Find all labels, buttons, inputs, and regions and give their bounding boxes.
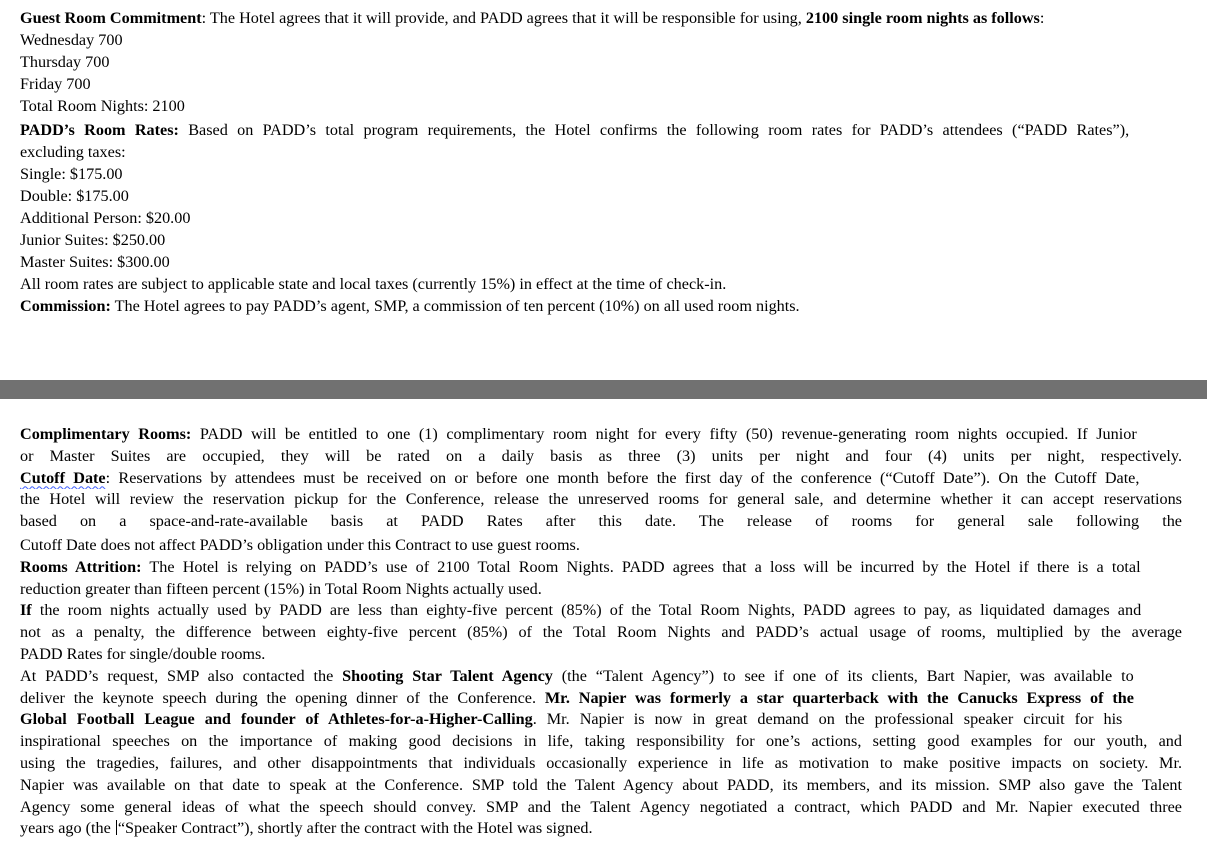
complimentary-line2: or Master Suites are occupied, they will be rated on a daily basis as three (3) units per night and four (4) units per night, respectively. [20,446,1182,465]
night-total: Total Room Nights: 2100 [20,97,185,115]
if-clause-line3: PADD Rates for single/double rooms. [20,644,266,663]
speaker-line6: Napier was available on that date to speak at the Conference. SMP told the Talent Agency about PADD, its members, and its mission. SMP also gave the Talent [20,775,1182,794]
talent-agency-name: Shooting Star Talent Agency [342,666,553,685]
attrition-line1: Rooms Attrition: The Hotel is relying on PADD’s use of 2100 Total Room Nights. PADD agrees that a loss will be incurred by the Hotel if there is a total [20,557,1141,576]
speaker-line2: deliver the keynote speech during the opening dinner of the Conference. Mr. Napier was formerly a star quarterback with the Canucks Express of the [20,688,1134,707]
speaker-line4: inspirational speeches on the importance of making good decisions in life, taking responsibility for one’s actions, setting good examples for our youth, and [20,732,1182,751]
commission-heading: Commission: [20,297,111,315]
rate-double: Double: $175.00 [20,187,129,205]
speaker-line7: Agency some general ideas of what the speech should convey. SMP and the Talent Agency negotiated a contract, which PADD and Mr. Napier executed three [20,797,1182,816]
rate-junior-suites: Junior Suites: $250.00 [20,231,166,249]
taxes-note: All room rates are subject to applicable state and local taxes (currently 15%) in effect at the time of check-in. [20,275,727,293]
complimentary-line1: Complimentary Rooms: PADD will be entitled to one (1) complimentary room night for every fifty (50) revenue-generating room nights occupied. If Junior [20,425,1137,443]
attrition-line2: reduction greater than fifteen percent (15%) in Total Room Nights actually used. [20,579,542,598]
guest-commitment-text: : The Hotel agrees that it will provide, and PADD agrees that it will be responsible for using, [201,9,806,27]
text-cursor [116,820,117,835]
page-break-divider [0,380,1207,399]
cutoff-line2: the Hotel will review the reservation pickup for the Conference, release the unreserved rooms for general sale, and determine whether it can accept reservations [20,490,1182,509]
guest-commitment-heading: Guest Room Commitment [20,9,202,27]
cutoff-line1: Cutoff Date: Reservations by attendees must be received on or before one month before the first day of the conference (“Cutoff Date”). On the Cutoff Date, [20,468,1140,487]
guest-commitment-paragraph: Guest Room Commitment: The Hotel agrees that it will provide, and PADD agrees that it will be responsible for using, 2100 single room nights as follows: [20,9,1045,27]
cutoff-heading: Cutoff Date [20,468,106,487]
speaker-line5: using the tragedies, failures, and other disappointments that individuals occasionally experience in life as motivation to make positive impacts on society. Mr. [20,753,1182,772]
complimentary-heading: Complimentary Rooms: [20,425,192,443]
if-clause-heading: If [20,601,32,620]
if-clause-line2: not as a penalty, the difference between eighty-five percent (85%) of the Total Room Nights and PADD’s actual usage of rooms, multiplied by the average [20,623,1182,642]
rate-single: Single: $175.00 [20,165,123,183]
bottom-page-content [20,424,1182,840]
night-wednesday: Wednesday 700 [20,31,123,49]
speaker-line1: At PADD’s request, SMP also contacted the Shooting Star Talent Agency (the “Talent Agency”) to see if one of its clients, Bart Napier, was available to [20,666,1134,685]
rate-additional-person: Additional Person: $20.00 [20,209,191,227]
attrition-heading: Rooms Attrition: [20,557,142,576]
speaker-line8[interactable]: years ago (the “Speaker Contract”), shortly after the contract with the Hotel was signed. [20,819,593,838]
top-page-content [20,7,1182,317]
night-thursday: Thursday 700 [20,53,110,71]
if-clause-line1: If the room nights actually used by PADD are less than eighty-five percent (85%) of the Total Room Nights, PADD agrees to pay, as liquidated damages and [20,601,1142,620]
guest-commitment-bold: 2100 single room nights as follows [805,9,1040,27]
commission-paragraph: Commission: The Hotel agrees to pay PADD’s agent, SMP, a commission of ten percent (10%) on all used room nights. [20,297,800,315]
room-rates-line1: PADD’s Room Rates: Based on PADD’s total program requirements, the Hotel confirms the following room rates for PADD’s attendees (“PADD Rates”), [20,121,1130,139]
speaker-line3: Global Football League and founder of Athletes-for-a-Higher-Calling. Mr. Napier is now in great demand on the professional speaker circuit for his [20,710,1123,729]
cutoff-line4: Cutoff Date does not affect PADD’s obligation under this Contract to use guest rooms. [20,535,580,554]
rate-master-suites: Master Suites: $300.00 [20,253,170,271]
night-friday: Friday 700 [20,75,91,93]
room-rates-heading: PADD’s Room Rates: [20,121,179,139]
room-rates-line2: excluding taxes: [20,143,126,161]
cutoff-line3: based on a space-and-rate-available basis at PADD Rates after this date. The release of rooms for general sale following the [20,512,1182,531]
